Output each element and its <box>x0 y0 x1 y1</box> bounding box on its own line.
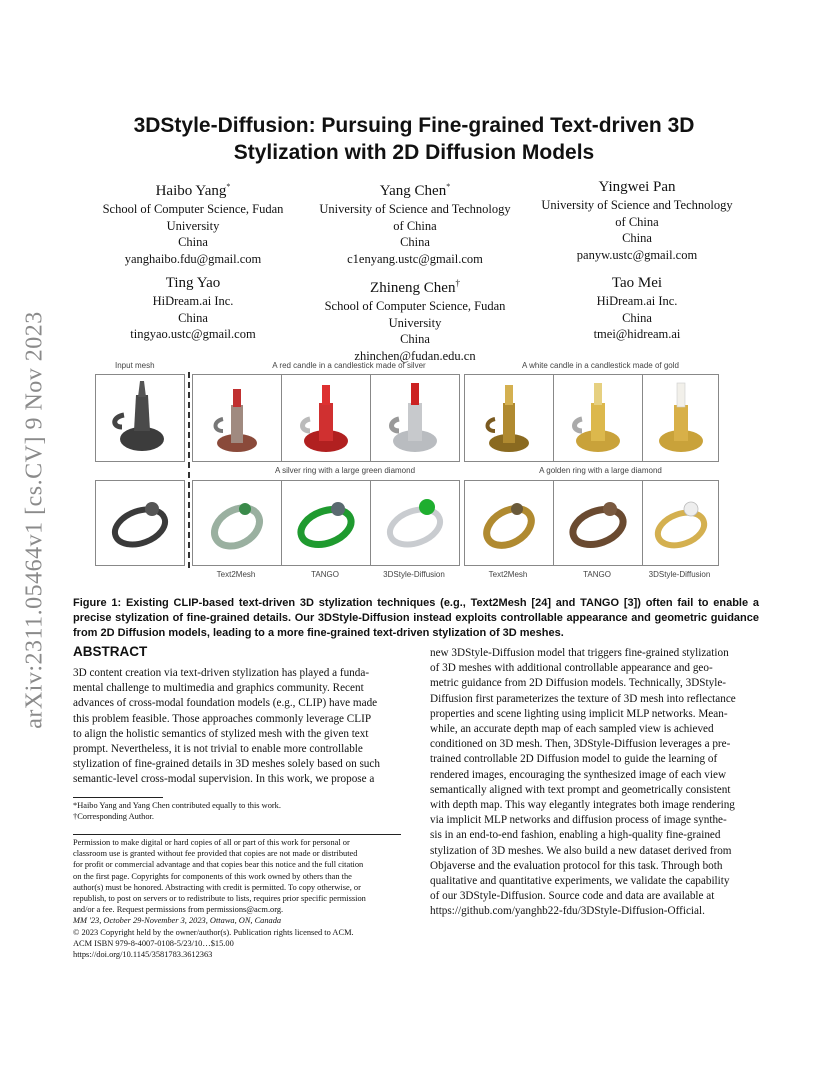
text-line: republish, to post on servers or to redistribute to lists, requires prior specific permission <box>73 894 366 904</box>
result-text2mesh-ring-green <box>192 480 282 566</box>
candlestick-icon <box>282 375 370 461</box>
prompt-label: A golden ring with a large diamond <box>539 466 662 475</box>
author-email: tmei@hidream.ai <box>593 327 681 341</box>
text-line: Objaverse and the evaluation protocol for this task. Through both <box>430 859 723 872</box>
author-email: c1enyang.ustc@gmail.com <box>347 251 483 266</box>
result-text2mesh-ring-gold <box>464 480 554 566</box>
ring-icon <box>465 481 553 565</box>
result-text2mesh-candle-silver <box>192 374 282 462</box>
author-affiliation: University of Science and Technology <box>541 198 733 212</box>
author-block <box>530 273 744 343</box>
result-3dstyle-candle-silver <box>370 374 460 462</box>
author-country: China <box>178 235 208 249</box>
result-3dstyle-ring-gold <box>642 480 719 566</box>
author-email: yanghaibo.fdu@gmail.com <box>124 251 262 266</box>
method-label: Text2Mesh <box>216 570 256 579</box>
author-affiliation: School of Computer Science, Fudan <box>102 202 284 216</box>
text-line: of 3D meshes with additional controllable appearance and geo- <box>430 662 713 675</box>
text-line: with depth map. This way elegantly integrates both image rendering <box>430 799 735 812</box>
text-line: and/or a fee. Request permissions from permissions@acm.org. <box>73 905 284 915</box>
footnote-rule <box>73 797 163 798</box>
text-line: semantic-level cross-modal supervision. In this work, we propose a <box>73 773 375 786</box>
author-country: China <box>178 310 208 325</box>
result-tango-ring-green <box>281 480 371 566</box>
text-line: on the first page. Copyrights for components of this work owned by others than the <box>73 871 352 881</box>
candlestick-icon <box>96 375 184 461</box>
text-line: qualitative and quantitative experiments, we validate the capability <box>430 875 730 888</box>
ring-icon <box>643 481 718 565</box>
candlestick-icon <box>465 375 553 461</box>
author-email: tingyao.ustc@gmail.com <box>130 327 256 341</box>
footnote-corresponding: †Corresponding Author. <box>73 812 154 822</box>
author-country: China <box>400 332 430 346</box>
input-mesh-ring <box>95 480 185 566</box>
text-line: stylization of 3D meshes. We also build a new dataset derived from <box>430 844 732 857</box>
author-block <box>530 177 744 263</box>
result-text2mesh-candle-gold <box>464 374 554 462</box>
arxiv-identifier: arXiv:2311.05464v1 [cs.CV] 9 Nov 2023 <box>21 311 48 729</box>
divider <box>188 372 190 568</box>
author-block <box>308 177 522 267</box>
text-line: semantically aligned with text prompt and geometrically consistent <box>430 783 731 796</box>
abstract-left-column <box>73 666 401 788</box>
text-line: while, an accurate depth map of each sampled view is achieved <box>430 723 714 736</box>
text-line: mental challenge to multimedia and graphics community. Recent <box>73 682 364 695</box>
result-tango-candle-gold <box>553 374 643 462</box>
title-line-2: Stylization with 2D Diffusion Models <box>233 141 595 164</box>
method-label: TANGO <box>583 570 611 579</box>
footnote-equal-contribution: *Haibo Yang and Yang Chen contributed equally to this work. <box>73 801 281 810</box>
text-line: author(s) must be honored. Abstracting with credit is permitted. To copy otherwise, or <box>73 882 361 892</box>
author-name: Ting Yao <box>165 275 221 291</box>
method-label: 3DStyle-Diffusion <box>383 570 445 579</box>
text-line: Permission to make digital or hard copies of all or part of this work for personal or <box>73 838 350 847</box>
text-line: 3D content creation via text-driven stylization has played a funda- <box>73 667 370 679</box>
text-line: properties and scene lighting using implicit MLP networks. Mean- <box>430 707 728 720</box>
ring-icon <box>193 481 281 565</box>
footnotes <box>73 800 403 822</box>
author-affiliation: University <box>388 315 442 330</box>
result-3dstyle-ring-green <box>370 480 460 566</box>
text-line: advances of cross-modal foundation models (e.g., CLIP) have made <box>73 697 378 710</box>
text-line: Diffusion first parameterizes the texture of 3D mesh into reflectance <box>430 692 736 705</box>
author-name: Zhineng Chen† <box>370 278 460 296</box>
text-line: stylization of fine-grained details in 3D meshes solely based on such <box>73 758 380 771</box>
title-line-1: 3DStyle-Diffusion: Pursuing Fine-grained Text-driven 3D <box>133 114 695 137</box>
author-affiliation: of China <box>615 214 659 229</box>
permission-block <box>73 837 403 960</box>
text-line: this problem feasible. Those approaches commonly leverage CLIP <box>73 712 372 725</box>
candlestick-icon <box>371 375 459 461</box>
text-line: sis in an end-to-end fashion, enabling a high-quality fine-grained <box>430 829 721 842</box>
figure-caption: Figure 1: Existing CLIP-based text-driven 3D stylization techniques (e.g., Text2Mesh [24] and TANGO [3]) often fail to enable a precise stylization of fine-grained details. Our 3DStyle-Diffusion instead exploits controllable appearance and geometric guidance from 2D Diffusion models, leading to a more fine-grained text-driven stylization of 3D meshes. <box>73 597 759 639</box>
github-link[interactable]: https://github.com/yanghb22-fdu/3DStyle-Diffusion-Official. <box>430 905 705 918</box>
prompt-label: A silver ring with a large green diamond <box>274 466 416 475</box>
text-line: prompt. Nevertheless, it is not trivial to enable more controllable <box>73 743 363 756</box>
abstract-right-column <box>430 646 758 920</box>
text-line: rendered images, encouraging the synthesized image of each view <box>430 768 727 781</box>
author-affiliation: School of Computer Science, Fudan <box>324 299 506 313</box>
text-line: via implicit MLP networks and diffusion process of image synthe- <box>430 814 727 827</box>
author-name: Tao Mei <box>611 275 663 291</box>
author-country: China <box>622 310 652 325</box>
text-line: conditioned on 3D mesh. Then, 3DStyle-Diffusion leverages a pre- <box>430 738 731 751</box>
author-email: panyw.ustc@gmail.com <box>576 247 698 262</box>
author-affiliation: HiDream.ai Inc. <box>596 294 678 308</box>
author-name: Yingwei Pan <box>598 179 676 195</box>
author-affiliation: of China <box>393 218 437 233</box>
result-tango-ring-gold <box>553 480 643 566</box>
text-line: to align the holistic semantics of stylized mesh with the given text <box>73 727 369 740</box>
arxiv-sidebar <box>12 290 58 750</box>
author-name: Haibo Yang* <box>155 182 231 199</box>
input-mesh-label: Input mesh <box>115 361 155 370</box>
ring-icon <box>554 481 642 565</box>
author-name: Yang Chen* <box>379 182 451 199</box>
abstract-heading: ABSTRACT <box>73 644 148 659</box>
candlestick-icon <box>554 375 642 461</box>
candlestick-icon <box>643 375 718 461</box>
permission-rule <box>73 834 401 835</box>
isbn: ACM ISBN 979-8-4007-0108-5/23/10…$15.00 <box>73 938 234 948</box>
copyright: © 2023 Copyright held by the owner/author(s). Publication rights licensed to ACM. <box>73 927 354 937</box>
author-email: zhinchen@fudan.edu.cn <box>354 348 476 363</box>
author-affiliation: HiDream.ai Inc. <box>152 294 234 308</box>
author-block <box>90 273 296 343</box>
author-affiliation: University <box>166 218 220 233</box>
text-line: classroom use is granted without fee provided that copies are not made or distributed <box>73 849 358 859</box>
prompt-label: A white candle in a candlestick made of gold <box>522 361 679 370</box>
text-line: trained controllable 2D Diffusion model to guide the learning of <box>430 753 718 766</box>
text-line: for profit or commercial advantage and that copies bear this notice and the full citation <box>73 860 364 870</box>
method-label: 3DStyle-Diffusion <box>648 570 711 579</box>
result-tango-candle-silver <box>281 374 371 462</box>
author-country: China <box>400 235 430 249</box>
ring-icon <box>282 481 370 565</box>
ring-icon <box>96 481 184 565</box>
text-line: new 3DStyle-Diffusion model that triggers fine-grained stylization <box>430 647 729 659</box>
method-label: TANGO <box>311 570 339 579</box>
venue: MM '23, October 29-November 3, 2023, Ottawa, ON, Canada <box>73 916 282 926</box>
input-mesh-candle <box>95 374 185 462</box>
figure-teaser <box>95 358 717 586</box>
prompt-label: A red candle in a candlestick made of silver <box>272 361 426 370</box>
method-label: Text2Mesh <box>488 570 528 579</box>
text-line: metric guidance from 2D Diffusion models. Technically, 3DStyle- <box>430 677 727 690</box>
result-3dstyle-candle-gold <box>642 374 719 462</box>
paper-title <box>60 112 768 166</box>
author-affiliation: University of Science and Technology <box>319 202 511 216</box>
author-block <box>308 273 522 364</box>
author-block <box>90 177 296 267</box>
ring-icon <box>371 481 459 565</box>
doi-link[interactable]: https://doi.org/10.1145/3581783.3612363 <box>73 950 213 960</box>
candlestick-icon <box>193 375 281 461</box>
text-line: of our 3DStyle-Diffusion. Source code and data are available at <box>430 890 715 903</box>
author-country: China <box>622 231 652 245</box>
